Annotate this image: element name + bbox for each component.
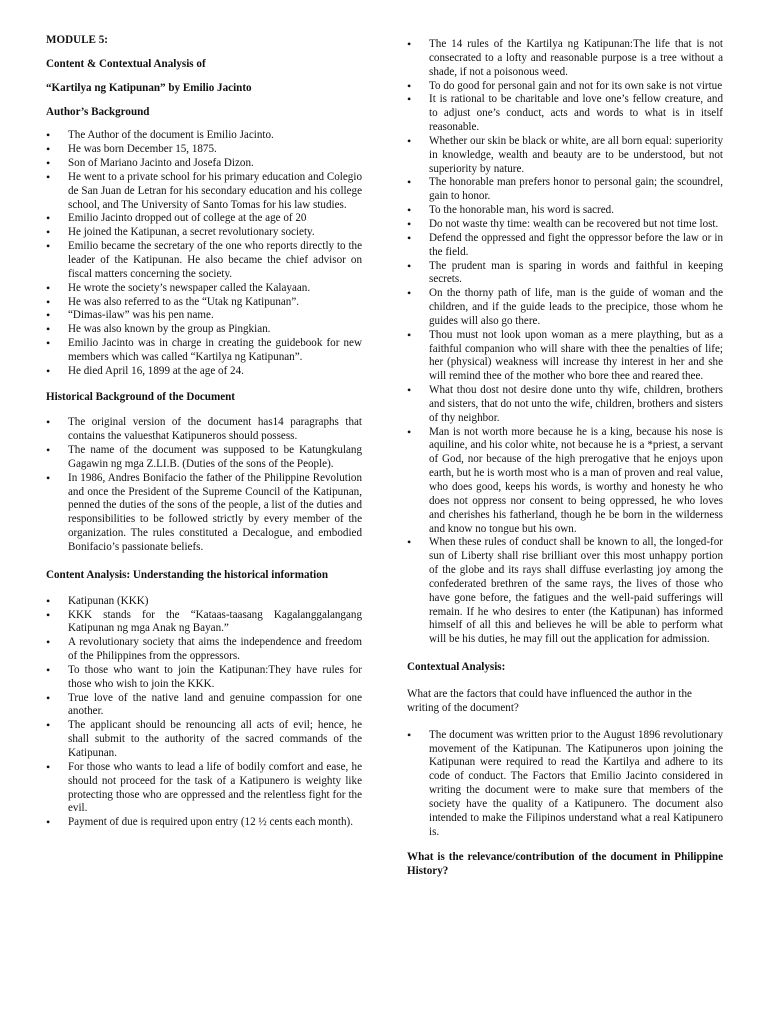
contextual-analysis-heading: Contextual Analysis: <box>407 661 506 674</box>
left-column <box>46 34 362 830</box>
list-item: • Emilio became the secretary of the one who reports directly to the leader of the Katipunan. He also became the chief advisor on fiscal matters concerning the society. <box>46 240 362 282</box>
right-column <box>407 38 723 889</box>
list-item: • The Author of the document is Emilio Jacinto. <box>46 129 362 143</box>
list-item: • To those who want to join the Katipunan:They have rules for those who wish to join the KKK. <box>46 664 362 692</box>
list-item: • He was born December 15, 1875. <box>46 143 362 157</box>
contextual-analysis-question: What are the factors that could have influenced the author in the writing of the document? <box>407 687 692 714</box>
list-item: • A revolutionary society that aims the independence and freedom of the Philippines from the oppressors. <box>46 636 362 664</box>
historical-background-heading: Historical Background of the Document <box>46 390 235 403</box>
authors-background-list <box>46 129 362 378</box>
list-item: • He went to a private school for his primary education and Colegio de San Juan de Letran for his secondary education and his college school, and The University of Santo Tomas for his law studies. <box>46 171 362 213</box>
list-item: • It is rational to be charitable and love one’s fellow creature, and to adjust one’s conduct, acts and words to what is in itself reasonable. <box>407 93 723 135</box>
list-item: • When these rules of conduct shall be known to all, the longed-for sun of Liberty shall rise brilliant over this most unhappy portion of the globe and its rays shall diffuse everlasting joy among the confederated brethren of the same rays, the lives of those who have gone before, the fatigues and the well-paid sufferings will remain. If he who desires to enter (the Katipunan) has informed himself of all this and believes he will be able to perform what will be his duties, he may fill out the application for admission. <box>407 536 723 647</box>
list-item: • He was also known by the group as Pingkian. <box>46 323 362 337</box>
list-item: • In 1986, Andres Bonifacio the father of the Philippine Revolution and once the President of the Supreme Council of the Katipunan, penned the duties of the sons of the people, a list of the duties and responsibilities to be followed strictly by every member of the organization. The rules constituted a Decalogue, and embodied Bonifacio’s passionate beliefs. <box>46 472 362 555</box>
document-title-line-1: Content & Contextual Analysis of <box>46 57 206 70</box>
list-item: • On the thorny path of life, man is the guide of woman and the children, and if the guide leads to the precipice, those whom he guides will also go there. <box>407 287 723 329</box>
list-item: • He wrote the society’s newspaper called the Kalayaan. <box>46 282 362 296</box>
list-item: • He died April 16, 1899 at the age of 24. <box>46 365 362 379</box>
list-item: • Do not waste thy time: wealth can be recovered but not time lost. <box>407 218 723 232</box>
list-item: • He was also referred to as the “Utak ng Katipunan”. <box>46 296 362 310</box>
module-title: MODULE 5: <box>46 34 108 46</box>
list-item: • What thou dost not desire done unto thy wife, children, brothers and sisters, that do not unto the wife, children, brothers and sisters of thy neighbor. <box>407 384 723 426</box>
list-item: • Thou must not look upon woman as a mere plaything, but as a faithful companion who will share with thee the penalties of life; her (physical) weakness will increase thy interest in her and she will remind thee of the mother who bore thee and reared thee. <box>407 329 723 384</box>
list-item: • To the honorable man, his word is sacred. <box>407 204 723 218</box>
list-item: • True love of the native land and genuine compassion for one another. <box>46 692 362 720</box>
kartilya-rules-list <box>407 38 723 647</box>
list-item: • Whether our skin be black or white, are all born equal: superiority in knowledge, wealth and beauty are to be understood, but not superiority by nature. <box>407 135 723 177</box>
list-item: • Defend the oppressed and fight the oppressor before the law or in the field. <box>407 232 723 260</box>
list-item: • Emilio Jacinto was in charge in creating the guidebook for new members which was called “Kartilya ng Katipunan”. <box>46 337 362 365</box>
list-item: • He joined the Katipunan, a secret revolutionary society. <box>46 226 362 240</box>
relevance-question: What is the relevance/contribution of the document in Philippine History? <box>407 851 723 878</box>
list-item: • Son of Mariano Jacinto and Josefa Dizon. <box>46 157 362 171</box>
list-item: • Man is not worth more because he is a king, because his nose is aquiline, and his color white, not because he is a *priest, a servant of God, nor because of the high prerogative that he enjoys upon earth, but he is worth most who is a man of proven and real value, who does good, keeps his words, is worthy and honesty he who does not oppress nor consent to being oppressed, he who loves and cherishes his fatherland, though he be born in the wilderness and know no tongue but his own. <box>407 426 723 537</box>
list-item: • “Dimas-ilaw” was his pen name. <box>46 309 362 323</box>
list-item: • KKK stands for the “Kataas-taasang Kagalanggalangang Katipunan ng mga Anak ng Bayan.” <box>46 609 362 637</box>
content-analysis-list <box>46 595 362 830</box>
authors-background-heading: Author’s Background <box>46 105 150 118</box>
document-title-line-2: “Kartilya ng Katipunan” by Emilio Jacinto <box>46 81 252 94</box>
list-item: • The document was written prior to the August 1896 revolutionary movement of the Katipunan. The Katipuneros upon joining the Katipunan were required to read the Kartilya and adhere to its code of conduct. The Factors that Emilio Jacinto considered in writing the document were to make sure that members of the society have the quality of a Katipunero. The document also intended to make the Filipinos understand what a real Katipunero is. <box>407 729 723 840</box>
list-item: • The prudent man is sparing in words and faithful in keeping secrets. <box>407 260 723 288</box>
list-item: • For those who wants to lead a life of bodily comfort and ease, he should not proceed for the task of a Katipunero is weighty like protecting those who are oppressed and the relentless fight for the evil. <box>46 761 362 816</box>
list-item: • Emilio Jacinto dropped out of college at the age of 20 <box>46 212 362 226</box>
list-item: • The name of the document was supposed to be Katungkulang Gagawin ng mga Z.LI.B. (Duties of the sons of the People). <box>46 444 362 472</box>
content-analysis-heading: Content Analysis: Understanding the historical information <box>46 568 328 581</box>
list-item: • The original version of the document has14 paragraphs that contains the valuesthat Katipuneros should possess. <box>46 416 362 444</box>
list-item: • Payment of due is required upon entry (12 ½ cents each month). <box>46 816 362 830</box>
historical-background-list <box>46 416 362 554</box>
list-item: • Katipunan (KKK) <box>46 595 362 609</box>
contextual-analysis-list <box>407 729 723 840</box>
list-item: • The 14 rules of the Kartilya ng Katipunan:The life that is not consecrated to a lofty and reasonable purpose is a tree without a shade, if not a poisonous weed. <box>407 38 723 80</box>
list-item: • The honorable man prefers honor to personal gain; the scoundrel, gain to honor. <box>407 176 723 204</box>
list-item: • The applicant should be renouncing all acts of evil; hence, he shall submit to the authority of the sacred commands of the Katipunan. <box>46 719 362 761</box>
list-item: • To do good for personal gain and not for its own sake is not virtue <box>407 80 723 94</box>
